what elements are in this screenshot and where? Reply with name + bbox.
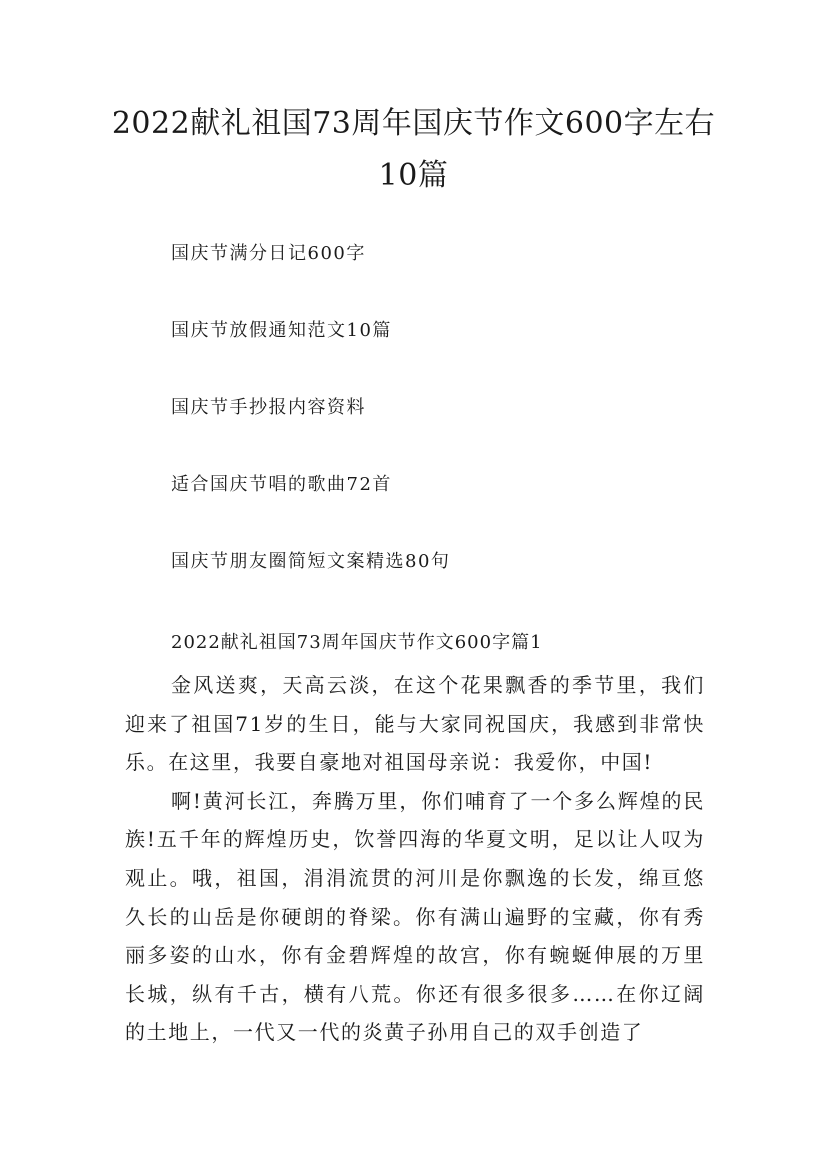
related-link-item[interactable]: 国庆节放假通知范文10篇 [171,320,392,341]
related-link-item[interactable]: 适合国庆节唱的歌曲72首 [171,474,392,495]
essay-paragraph: 金风送爽，天高云淡，在这个花果飘香的季节里，我们迎来了祖国71岁的生日，能与大家同祝国庆，我感到非常快乐。在这里，我要自豪地对祖国母亲说：我爱你，中国! [125,673,705,775]
document-title: 2022献礼祖国73周年国庆节作文600字左右10篇 [111,106,716,193]
related-link-item[interactable]: 国庆节满分日记600字 [171,243,366,264]
related-link-item[interactable]: 国庆节手抄报内容资料 [171,397,366,418]
essay-body [125,666,705,1052]
related-link-item[interactable]: 国庆节朋友圈简短文案精选80句 [171,551,451,572]
related-links-list [171,238,711,623]
essay-heading: 2022献礼祖国73周年国庆节作文600字篇1 [171,632,543,653]
essay-paragraph: 啊!黄河长江，奔腾万里，你们哺育了一个多么辉煌的民族!五千年的辉煌历史，饮誉四海的华夏文明，足以让人叹为观止。哦，祖国，涓涓流贯的河川是你飘逸的长发，绵亘悠久长的山岳是你硬朗的脊梁。你有满山遍野的宝藏，你有秀丽多姿的山水，你有金碧辉煌的故宫，你有蜿蜒伸展的万里长城，纵有千古，横有八荒。你还有很多很多……在你辽阔的土地上，一代又一代的炎黄子孙用自己的双手创造了 [125,788,705,1045]
